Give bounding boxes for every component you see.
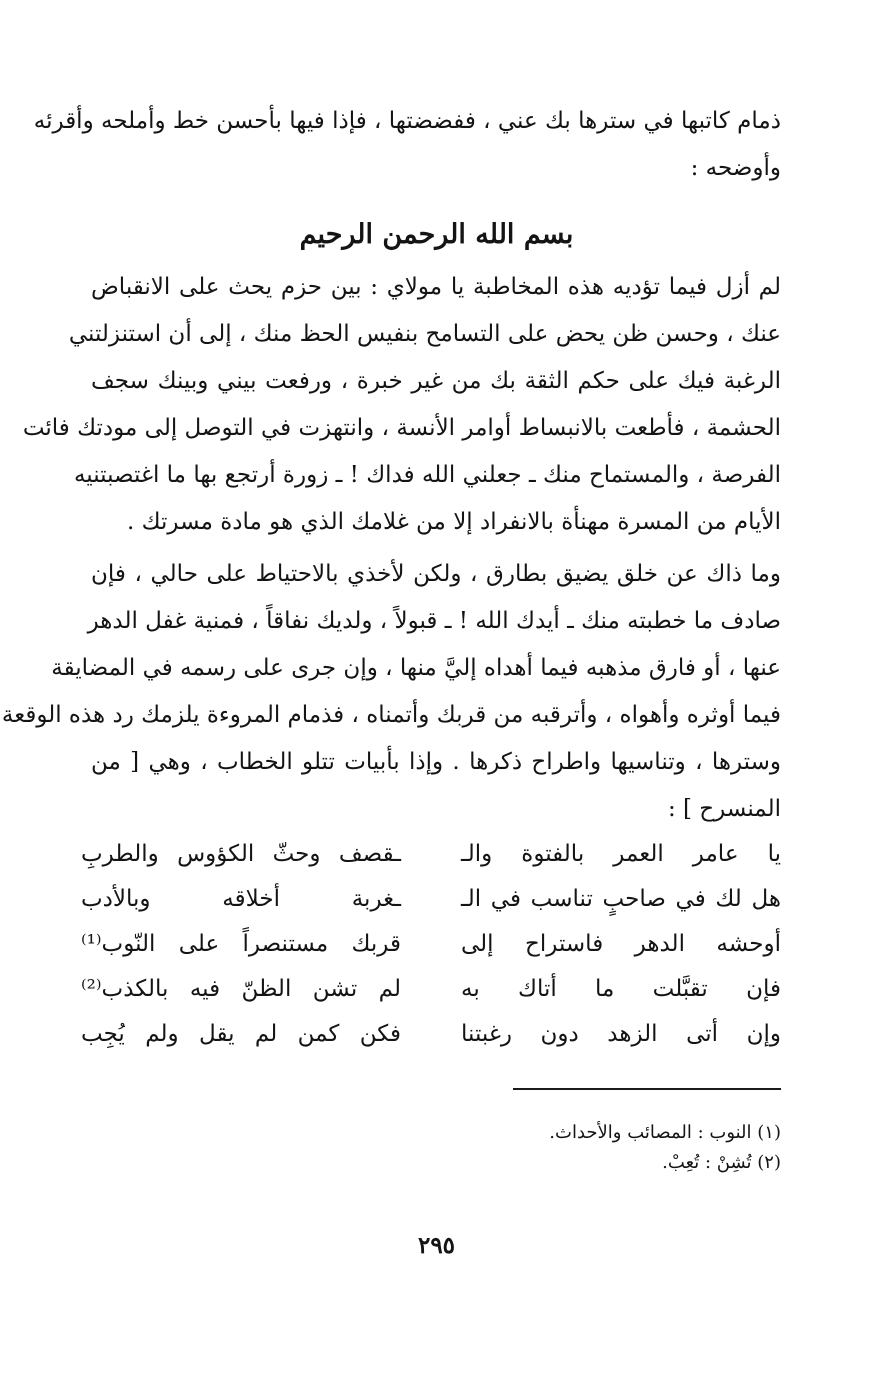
poem-second-hemistich: فكن كمن لم يقل ولم يُجِب [81,1021,401,1047]
intro-paragraph [33,98,781,192]
poem-verse [81,832,781,877]
p2-line-5: وسترها ، وتناسيها واطراح ذكرها . وإذا بأبيات تتلو الخطاب ، وهي [ من [91,749,781,775]
poem-second-hemistich: لم تشن الظنّ فيه بالكذب⁽²⁾ [81,976,401,1002]
poem [81,832,781,1072]
poem-first-hemistich: وإن أتى الزهد دون رغبتنا [461,1021,781,1047]
p1-line-6: الأيام من المسرة مهنأة بالانفراد إلا من غلامك الذي هو مادة مسرتك . [127,509,781,535]
footnote-2: (٢) تُشِنْ : تُعِبْ. [662,1152,781,1173]
p2-line-4: فيما أوثره وأهواه ، وأترقبه من قربك وأتمناه ، فذمام المروءة يلزمك رد هذه الوقعة [1,702,781,728]
poem-first-hemistich: يا عامر العمر بالفتوة والـ [461,841,781,867]
p2-line-2: صادف ما خطبته منك ـ أيدك الله ! ـ قبولاً ، ولديك نفاقاً ، فمنية غفل الدهر [87,608,781,634]
p1-line-1: لم أزل فيما تؤديه هذه المخاطبة يا مولاي : بين حزم يحث على الانقباض [91,274,781,300]
intro-line-1: ذمام كاتبها في سترها بك عني ، ففضضتها ، فإذا فيها بأحسن خط وأملحه وأقرئه [33,108,781,134]
poem-verse [81,877,781,922]
footnotes [281,1118,781,1178]
page-number: ٢٩٥ [417,1232,456,1259]
p2-line-3: عنها ، أو فارق مذهبه فيما أهداه إليَّ منها ، وإن جرى على رسمه في المضايقة [51,655,781,681]
p1-line-5: الفرصة ، والمستماح منك ـ جعلني الله فداك ! ـ زورة أرتجع بها ما اغتصبتنيه [73,462,781,488]
p2-line-1: وما ذاك عن خلق يضيق بطارق ، ولكن لأخذي بالاحتياط على حالي ، فإن [91,561,781,587]
poem-first-hemistich: أوحشه الدهر فاستراح إلى [461,931,781,957]
p2-line-6: المنسرح ] : [667,796,781,822]
p1-line-4: الحشمة ، فأطعت بالانبساط أوامر الأنسة ، وانتهزت في التوصل إلى مودتك فائت [22,415,781,441]
footnote-divider [513,1088,781,1090]
footnote-1: (١) النوب : المصائب والأحداث. [549,1122,781,1143]
poem-second-hemistich: ـقصف وحثّ الكؤوس والطربِ [81,841,401,867]
basmala-heading: بسم الله الرحمن الرحيم [299,219,574,250]
poem-verse [81,967,781,1012]
poem-first-hemistich: فإن تقبَّلت ما أتاك به [461,976,781,1002]
poem-first-hemistich: هل لك في صاحبٍ تناسب في الـ [461,886,781,912]
p1-line-3: الرغبة فيك على حكم الثقة بك من غير خبرة ، ورفعت بيني وبينك سجف [91,368,781,394]
poem-second-hemistich: ـغربة أخلاقه وبالأدب [81,886,401,912]
intro-line-2: وأوضحه : [690,155,781,181]
letter-paragraph-2 [1,551,781,833]
p1-line-2: عنك ، وحسن ظن يحض على التسامح بنفيس الحظ منك ، إلى أن استنزلتني [68,321,781,347]
letter-paragraph-1 [22,264,781,546]
poem-second-hemistich: قربك مستنصراً على النّوب⁽¹⁾ [81,931,401,957]
poem-verse [81,1012,781,1057]
poem-verse [81,922,781,967]
